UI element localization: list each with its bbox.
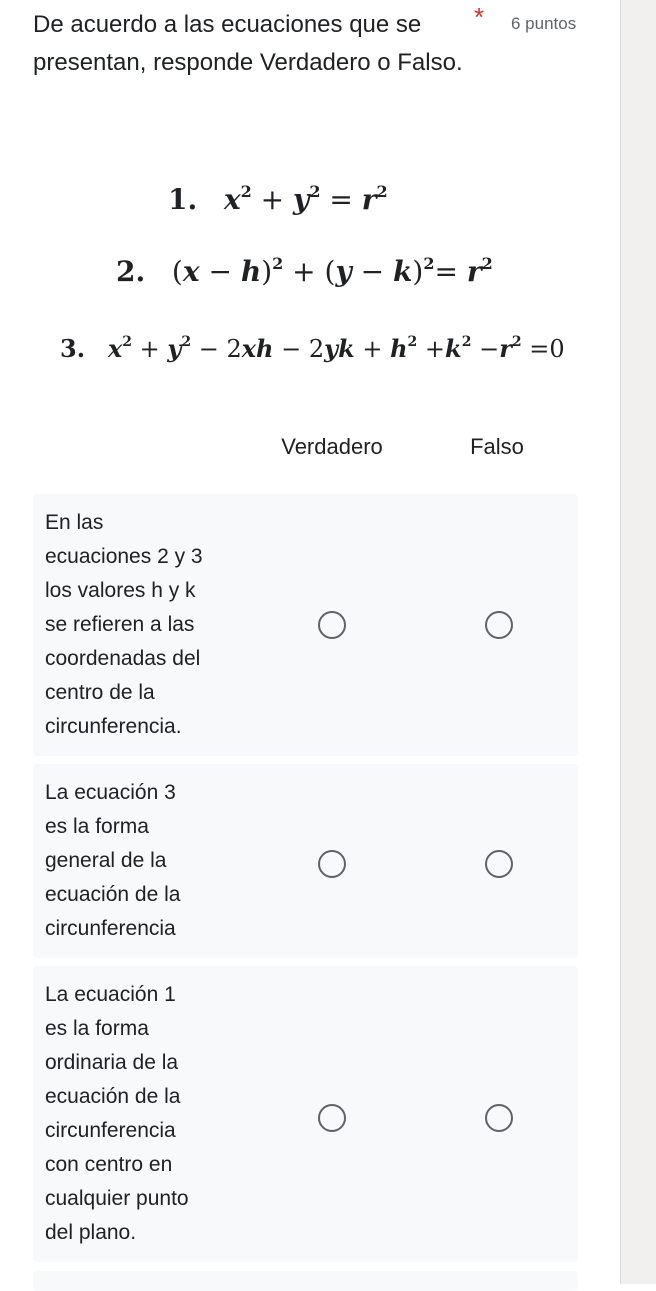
radio-falso[interactable] [485, 850, 513, 878]
points-label: 6 puntos [511, 14, 577, 33]
row-label: La ecuación 1 es la forma ordinaria de la ecuación de la circunferencia con centro en cualquier punto del plano. [45, 983, 189, 1244]
column-header-verdadero: Verdadero [281, 434, 383, 459]
column-header-falso: Falso [470, 434, 524, 459]
radio-verdadero[interactable] [318, 850, 346, 878]
radio-verdadero[interactable] [318, 611, 346, 639]
grid-row [33, 764, 578, 958]
radio-verdadero[interactable] [318, 1104, 346, 1132]
grid-row [33, 966, 578, 1262]
row-label: En las ecuaciones 2 y 3 los valores h y k se refieren a las coordenadas del centro de la circunferencia. [45, 511, 203, 738]
equation-2: 2. $(x - h)^2 + (y - k)^2= r^2$ [116, 254, 493, 288]
radio-falso[interactable] [485, 1104, 513, 1132]
equation-3: 3. $x^2 + y^2 - 2xh - 2yk + h^2 +k^2 -r^2 =0$ [60, 334, 565, 363]
equation-1: 1. $x^2 + y^2 = r^2$ [168, 182, 388, 216]
scroll-gutter [620, 0, 656, 1284]
row-label: La ecuación 3 es la forma general de la ecuación de la circunferencia [45, 781, 181, 940]
equation-number: 2. [116, 255, 146, 288]
required-asterisk: * [474, 2, 485, 32]
next-card-edge [33, 1271, 578, 1291]
radio-falso[interactable] [485, 611, 513, 639]
equation-number: 3. [60, 334, 86, 363]
equation-number: 1. [168, 183, 198, 216]
question-title: De acuerdo a las ecuaciones que se presentan, responde Verdadero o Falso. [33, 11, 463, 76]
grid-row [33, 494, 578, 756]
